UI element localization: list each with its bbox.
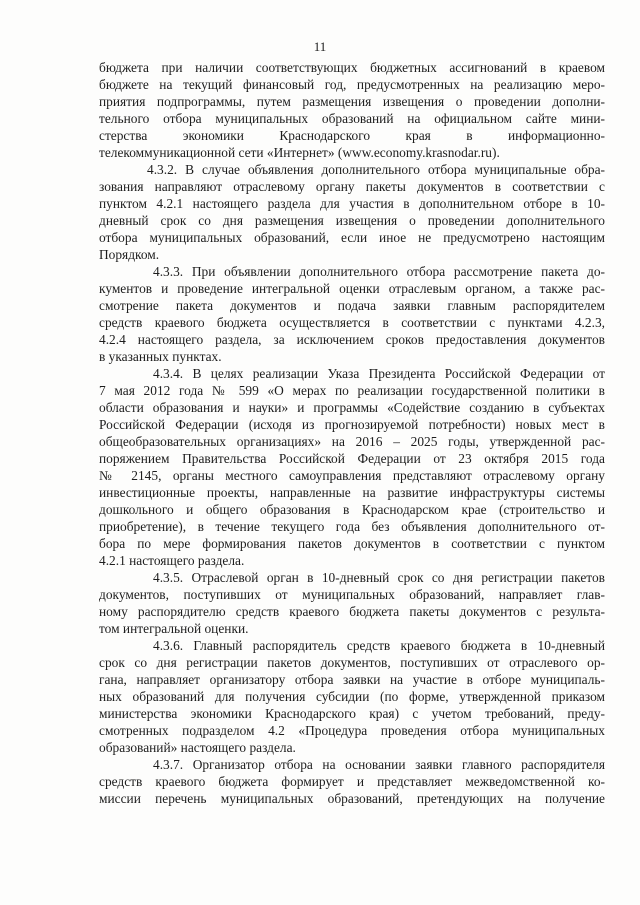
text-line: ному распорядителю средств краевого бюджета пакеты документов с результа- <box>99 604 605 619</box>
text-line: ных образований для получения субсидии (по форме, утвержденной приказом <box>99 689 605 704</box>
text-line: общеобразовательных организациях» на 2016 – 2025 годы, утвержденной рас- <box>99 434 605 449</box>
text-line: № 2145, органы местного самоуправления представляют отраслевому органу <box>99 468 605 483</box>
text-line: тельного отбора муниципальных образований на официальном сайте мини- <box>99 111 605 126</box>
text-line: 4.2.4 настоящего раздела, за исключением сроков предоставления документов <box>99 332 605 347</box>
text-line: приятия подпрограммы, путем размещения извещения о проведении дополни- <box>99 94 605 109</box>
text-line: Порядком. <box>99 247 160 262</box>
text-line: бюджете на текущий финансовый год, предусмотренных на реализацию меро- <box>99 77 605 92</box>
text-line: средств краевого бюджета осуществляется в соответствии с пунктами 4.2.3, <box>99 315 605 330</box>
text-line: средств краевого бюджета формирует и представляет межведомственной ко- <box>99 774 605 789</box>
paragraph <box>99 569 605 637</box>
text-line: телекоммуникационной сети «Интернет» (www.economy.krasnodar.ru). <box>99 145 500 160</box>
text-line: зования направляют отраслевому органу пакеты документов в соответствии с <box>99 179 605 194</box>
paragraph <box>99 263 605 365</box>
document-body <box>99 59 605 807</box>
text-line: документов, поступивших от муниципальных образований, направляет глав- <box>99 587 605 602</box>
text-line: стерства экономики Краснодарского края в информационно- <box>99 128 605 143</box>
page-number: 11 <box>313 39 327 54</box>
text-line: пунктом 4.2.1 настоящего раздела для участия в дополнительном отборе в 10- <box>99 196 605 211</box>
text-line: дневный срок со дня размещения извещения о проведении дополнительного <box>99 213 605 228</box>
text-line: дошкольного и общего образования в Краснодарском крае (строительство и <box>99 502 605 517</box>
text-line: 4.3.5. Отраслевой орган в 10-дневный срок со дня регистрации пакетов <box>153 570 605 585</box>
text-line: кументов и проведение интегральной оценки отраслевым органом, а также рас- <box>99 281 605 296</box>
text-line: области образования и науки» и программы «Содействие созданию в субъектах <box>99 400 605 415</box>
text-line: образований» настоящего раздела. <box>99 740 296 755</box>
paragraph <box>99 637 605 756</box>
paragraph <box>99 756 605 807</box>
paragraph <box>99 161 605 263</box>
text-line: смотрение пакета документов и подача заявки главным распорядителем <box>99 298 605 313</box>
paragraph <box>99 59 605 161</box>
text-line: инвестиционные проекты, направленные на развитие инфраструктуры системы <box>99 485 605 500</box>
text-line: Российской Федерации (исходя из прогнозируемой потребности) новых мест в <box>99 417 605 432</box>
text-line: миссии перечень муниципальных образований, претендующих на получение <box>99 791 605 806</box>
text-line: 4.3.2. В случае объявления дополнительного отбора муниципальные обра- <box>147 162 605 177</box>
text-line: поряжением Правительства Российской Федерации от 23 октября 2015 года <box>99 451 605 466</box>
text-line: гана, направляет организатору отбора заявки на участие в отборе муниципаль- <box>99 672 605 687</box>
text-line: 4.3.7. Организатор отбора на основании заявки главного распорядителя <box>153 757 605 772</box>
text-line: бора по мере формирования пакетов документов в соответствии с пунктом <box>99 536 605 551</box>
text-line: 4.2.1 настоящего раздела. <box>99 553 245 568</box>
text-line: приобретение), в течение текущего года без объявления дополнительного от- <box>99 519 605 534</box>
paragraph <box>99 365 605 569</box>
text-line: 4.3.6. Главный распорядитель средств краевого бюджета в 10-дневный <box>153 638 605 653</box>
text-line: отбора муниципальных образований, если иное не предусмотрено настоящим <box>99 230 605 245</box>
text-line: 7 мая 2012 года № 599 «О мерах по реализации государственной политики в <box>99 383 605 398</box>
text-line: в указанных пунктах. <box>99 349 222 364</box>
text-line: срок со дня регистрации пакетов документов, поступивших от отраслевого ор- <box>99 655 605 670</box>
text-line: том интегральной оценки. <box>99 621 249 636</box>
text-line: 4.3.4. В целях реализации Указа Президента Российской Федерации от <box>153 366 605 381</box>
text-line: 4.3.3. При объявлении дополнительного отбора рассмотрение пакета до- <box>153 264 605 279</box>
text-line: бюджета при наличии соответствующих бюджетных ассигнований в краевом <box>99 60 605 75</box>
text-line: смотренных подразделом 4.2 «Процедура проведения отбора муниципальных <box>99 723 605 738</box>
text-line: министерства экономики Краснодарского края) с учетом требований, преду- <box>99 706 605 721</box>
